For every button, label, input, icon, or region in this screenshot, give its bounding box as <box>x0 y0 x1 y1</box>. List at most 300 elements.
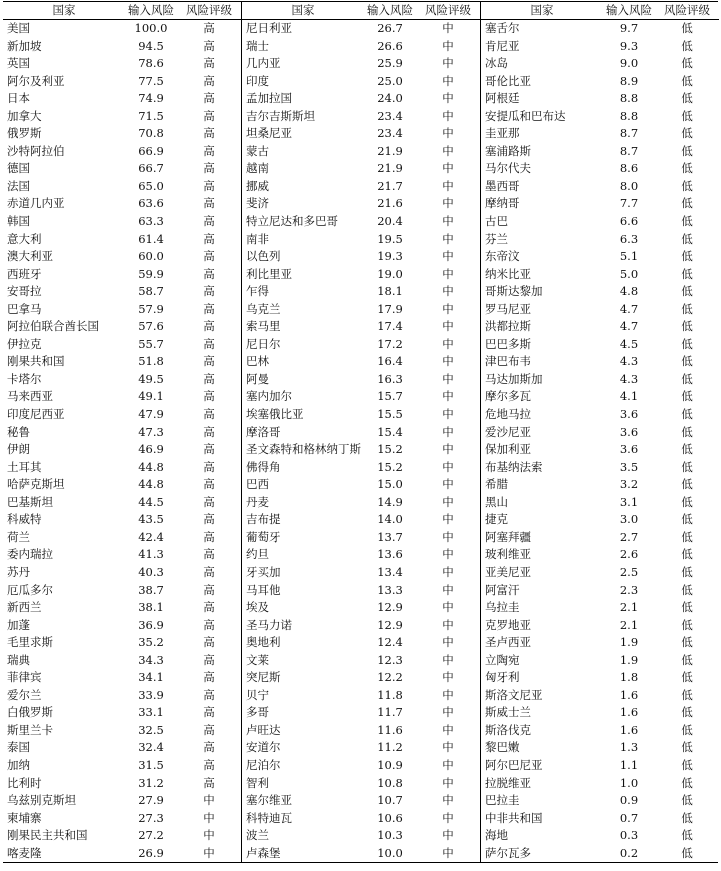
risk-level-cell: 低 <box>681 617 693 632</box>
risk-level-cell: 中 <box>442 757 454 772</box>
country-cell: 美国 <box>7 21 30 35</box>
risk-value-cell: 17.4 <box>377 319 403 334</box>
risk-level-cell: 高 <box>203 494 215 509</box>
country-cell: 伊朗 <box>7 442 30 457</box>
risk-value-cell: 11.8 <box>377 687 403 702</box>
risk-level-cell: 高 <box>203 705 215 720</box>
table-row <box>3 283 241 301</box>
risk-value-cell: 4.1 <box>619 389 639 404</box>
table-row <box>242 371 480 389</box>
risk-level-cell: 高 <box>203 722 215 737</box>
risk-level-cell: 高 <box>203 617 215 632</box>
table-block-2 <box>241 2 481 862</box>
risk-level-cell: 高 <box>203 73 215 88</box>
country-cell: 科特迪瓦 <box>246 810 292 825</box>
table-row <box>242 336 480 354</box>
country-cell: 英国 <box>7 56 30 71</box>
table-row <box>481 388 719 406</box>
table-row <box>3 617 241 635</box>
country-cell: 牙买加 <box>246 564 281 579</box>
risk-level-cell: 高 <box>203 757 215 772</box>
table-row <box>481 73 719 91</box>
risk-value-cell: 1.0 <box>619 775 639 790</box>
country-cell: 意大利 <box>7 231 42 246</box>
table-row <box>481 459 719 477</box>
table-row <box>481 564 719 582</box>
risk-value-cell: 66.9 <box>138 143 164 158</box>
table-row <box>3 125 241 143</box>
risk-level-cell: 高 <box>203 670 215 685</box>
risk-value-cell: 8.7 <box>619 143 639 158</box>
risk-level-cell: 中 <box>442 196 454 211</box>
country-cell: 哥斯达黎加 <box>485 284 543 299</box>
country-cell: 巴拉圭 <box>485 793 520 808</box>
country-cell: 冰岛 <box>485 56 508 71</box>
risk-level-cell: 低 <box>681 757 693 772</box>
country-cell: 摩尔多瓦 <box>485 389 531 404</box>
country-cell: 沙特阿拉伯 <box>7 143 65 158</box>
risk-value-cell: 6.3 <box>619 231 639 246</box>
risk-value-cell: 1.1 <box>619 757 639 772</box>
risk-level-cell: 低 <box>681 266 693 281</box>
country-cell: 德国 <box>7 161 30 176</box>
table-row <box>481 476 719 494</box>
risk-level-cell: 中 <box>442 407 454 422</box>
country-cell: 巴林 <box>246 354 269 369</box>
risk-level-cell: 低 <box>681 459 693 474</box>
risk-level-cell: 中 <box>442 21 454 35</box>
table-row <box>481 371 719 389</box>
risk-value-cell: 27.9 <box>138 793 164 808</box>
country-cell: 印度 <box>246 73 269 88</box>
country-cell: 阿尔巴尼亚 <box>485 757 543 772</box>
risk-value-cell: 7.7 <box>619 196 639 211</box>
header-risk: 输入风险 <box>367 3 413 17</box>
country-cell: 阿拉伯联合酋长国 <box>7 319 99 334</box>
country-cell: 柬埔寨 <box>7 810 42 825</box>
country-cell: 安道尔 <box>246 740 281 755</box>
risk-value-cell: 71.5 <box>138 108 164 123</box>
country-cell: 西班牙 <box>7 266 42 281</box>
country-cell: 马来西亚 <box>7 389 53 404</box>
risk-level-cell: 低 <box>681 740 693 755</box>
table-row <box>3 775 241 793</box>
table-row <box>242 792 480 810</box>
country-cell: 吉布提 <box>246 512 281 527</box>
header-risk: 输入风险 <box>128 3 174 17</box>
risk-value-cell: 36.9 <box>138 617 164 632</box>
country-cell: 菲律宾 <box>7 670 42 685</box>
country-cell: 巴巴多斯 <box>485 336 531 351</box>
table-row <box>3 704 241 722</box>
table-row <box>3 827 241 845</box>
risk-level-cell: 高 <box>203 91 215 106</box>
risk-level-cell: 中 <box>442 442 454 457</box>
risk-value-cell: 9.3 <box>619 38 639 53</box>
risk-value-cell: 59.9 <box>138 266 164 281</box>
risk-level-cell: 中 <box>442 178 454 193</box>
country-cell: 波兰 <box>246 828 269 843</box>
risk-value-cell: 8.6 <box>619 161 639 176</box>
country-cell: 乌拉圭 <box>485 600 520 615</box>
header-row <box>242 2 480 19</box>
risk-level-cell: 中 <box>203 845 215 860</box>
table-row <box>3 669 241 687</box>
table-row <box>3 301 241 319</box>
risk-value-cell: 0.3 <box>619 828 639 843</box>
risk-value-cell: 12.9 <box>377 600 403 615</box>
table-row <box>481 441 719 459</box>
country-cell: 新加坡 <box>7 38 42 53</box>
risk-value-cell: 63.6 <box>138 196 164 211</box>
country-cell: 挪威 <box>246 178 269 193</box>
table-row <box>242 546 480 564</box>
country-cell: 瑞典 <box>7 652 30 667</box>
country-cell: 摩洛哥 <box>246 424 281 439</box>
country-cell: 孟加拉国 <box>246 91 292 106</box>
table-row <box>481 108 719 126</box>
risk-level-cell: 低 <box>681 56 693 71</box>
risk-level-cell: 中 <box>442 793 454 808</box>
table-row <box>242 283 480 301</box>
risk-level-cell: 低 <box>681 705 693 720</box>
country-cell: 土耳其 <box>7 459 42 474</box>
risk-value-cell: 6.6 <box>619 214 639 229</box>
country-cell: 尼泊尔 <box>246 757 281 772</box>
country-cell: 喀麦隆 <box>7 845 42 860</box>
table-row <box>3 599 241 617</box>
header-country: 国家 <box>530 3 554 17</box>
risk-value-cell: 16.4 <box>377 354 403 369</box>
risk-value-cell: 51.8 <box>138 354 164 369</box>
table-row <box>242 459 480 477</box>
risk-level-cell: 高 <box>203 214 215 229</box>
table-row <box>3 213 241 231</box>
country-cell: 加纳 <box>7 757 30 772</box>
table-row <box>481 266 719 284</box>
country-cell: 荷兰 <box>7 529 30 544</box>
country-cell: 尼日利亚 <box>246 21 292 35</box>
table-row <box>242 248 480 266</box>
risk-level-cell: 低 <box>681 214 693 229</box>
table-row <box>481 195 719 213</box>
risk-level-cell: 高 <box>203 178 215 193</box>
risk-level-cell: 低 <box>681 582 693 597</box>
country-cell: 安哥拉 <box>7 284 42 299</box>
country-cell: 坦桑尼亚 <box>246 126 292 141</box>
country-cell: 智利 <box>246 775 269 790</box>
table-row <box>3 353 241 371</box>
country-cell: 泰国 <box>7 740 30 755</box>
table-row <box>3 406 241 424</box>
country-cell: 阿根廷 <box>485 91 520 106</box>
table-row <box>481 424 719 442</box>
table-row <box>242 652 480 670</box>
risk-level-cell: 低 <box>681 793 693 808</box>
country-cell: 拉脱维亚 <box>485 775 531 790</box>
table-block-1 <box>3 2 241 862</box>
country-cell: 厄瓜多尔 <box>7 582 53 597</box>
table-row <box>3 424 241 442</box>
country-cell: 印度尼西亚 <box>7 407 65 422</box>
table-row <box>242 441 480 459</box>
table-row <box>242 231 480 249</box>
table-row <box>3 546 241 564</box>
risk-value-cell: 61.4 <box>138 231 164 246</box>
country-cell: 黎巴嫩 <box>485 740 520 755</box>
table-row <box>242 845 480 863</box>
risk-level-cell: 中 <box>442 810 454 825</box>
table-row <box>3 318 241 336</box>
risk-value-cell: 77.5 <box>138 73 164 88</box>
table-row <box>481 546 719 564</box>
country-cell: 俄罗斯 <box>7 126 42 141</box>
table-row <box>242 704 480 722</box>
table-row <box>242 511 480 529</box>
risk-level-cell: 中 <box>442 73 454 88</box>
risk-level-cell: 低 <box>681 442 693 457</box>
risk-level-cell: 高 <box>203 231 215 246</box>
risk-value-cell: 26.6 <box>377 38 403 53</box>
risk-value-cell: 13.3 <box>377 582 403 597</box>
table-row <box>3 494 241 512</box>
risk-value-cell: 33.9 <box>138 687 164 702</box>
table-row <box>481 301 719 319</box>
table-row <box>481 336 719 354</box>
country-cell: 亚美尼亚 <box>485 564 531 579</box>
risk-value-cell: 3.5 <box>619 459 639 474</box>
risk-level-cell: 中 <box>442 740 454 755</box>
risk-level-cell: 中 <box>442 687 454 702</box>
risk-value-cell: 9.7 <box>619 21 639 35</box>
risk-value-cell: 4.3 <box>619 354 639 369</box>
table-row <box>3 90 241 108</box>
country-cell: 罗马尼亚 <box>485 301 531 316</box>
risk-level-cell: 高 <box>203 424 215 439</box>
risk-level-cell: 中 <box>442 775 454 790</box>
risk-value-cell: 23.4 <box>377 126 403 141</box>
risk-value-cell: 24.0 <box>377 91 403 106</box>
country-cell: 瑞士 <box>246 38 269 53</box>
risk-level-cell: 低 <box>681 196 693 211</box>
country-cell: 洪都拉斯 <box>485 319 531 334</box>
country-cell: 毛里求斯 <box>7 635 53 650</box>
country-cell: 阿尔及利亚 <box>7 73 65 88</box>
table-row <box>242 55 480 73</box>
risk-level-cell: 高 <box>203 512 215 527</box>
risk-level-cell: 低 <box>681 775 693 790</box>
header-level: 风险评级 <box>425 3 471 17</box>
table-row <box>242 634 480 652</box>
country-cell: 以色列 <box>246 249 281 264</box>
risk-level-cell: 高 <box>203 635 215 650</box>
risk-level-cell: 低 <box>681 424 693 439</box>
table-row <box>242 722 480 740</box>
risk-value-cell: 0.9 <box>619 793 639 808</box>
country-cell: 哥伦比亚 <box>485 73 531 88</box>
country-cell: 黑山 <box>485 494 508 509</box>
risk-level-cell: 中 <box>442 38 454 53</box>
risk-value-cell: 10.6 <box>377 810 403 825</box>
risk-value-cell: 3.6 <box>619 442 639 457</box>
risk-value-cell: 1.6 <box>619 687 639 702</box>
risk-level-cell: 低 <box>681 687 693 702</box>
risk-value-cell: 58.7 <box>138 284 164 299</box>
table-row <box>3 195 241 213</box>
risk-level-cell: 高 <box>203 301 215 316</box>
risk-value-cell: 19.3 <box>377 249 403 264</box>
risk-level-cell: 低 <box>681 635 693 650</box>
risk-value-cell: 3.6 <box>619 407 639 422</box>
country-cell: 马达加斯加 <box>485 371 543 386</box>
risk-value-cell: 33.1 <box>138 705 164 720</box>
risk-value-cell: 25.0 <box>377 73 403 88</box>
table-row <box>3 529 241 547</box>
country-cell: 斯洛文尼亚 <box>485 687 543 702</box>
risk-level-cell: 高 <box>203 126 215 141</box>
country-cell: 阿曼 <box>246 371 269 386</box>
risk-level-cell: 中 <box>442 284 454 299</box>
risk-value-cell: 5.1 <box>619 249 639 264</box>
risk-value-cell: 57.9 <box>138 301 164 316</box>
risk-value-cell: 4.7 <box>619 301 639 316</box>
risk-level-cell: 中 <box>442 494 454 509</box>
risk-value-cell: 20.4 <box>377 214 403 229</box>
risk-value-cell: 19.0 <box>377 266 403 281</box>
table-row <box>481 775 719 793</box>
risk-level-cell: 高 <box>203 775 215 790</box>
table-row <box>3 55 241 73</box>
country-cell: 中非共和国 <box>485 810 543 825</box>
table-row <box>3 564 241 582</box>
country-cell: 韩国 <box>7 214 30 229</box>
risk-level-cell: 中 <box>442 231 454 246</box>
country-cell: 墨西哥 <box>485 178 520 193</box>
country-cell: 爱尔兰 <box>7 687 42 702</box>
risk-level-cell: 低 <box>681 249 693 264</box>
risk-level-cell: 中 <box>442 108 454 123</box>
risk-level-cell: 中 <box>442 564 454 579</box>
risk-level-cell: 高 <box>203 161 215 176</box>
risk-value-cell: 34.3 <box>138 652 164 667</box>
table-row <box>481 529 719 547</box>
table-row <box>481 353 719 371</box>
risk-level-cell: 中 <box>203 810 215 825</box>
country-cell: 卡塔尔 <box>7 371 42 386</box>
risk-level-cell: 中 <box>442 828 454 843</box>
risk-value-cell: 8.9 <box>619 73 639 88</box>
table-row <box>3 266 241 284</box>
table-row <box>481 38 719 56</box>
risk-value-cell: 4.8 <box>619 284 639 299</box>
risk-value-cell: 19.5 <box>377 231 403 246</box>
country-cell: 塞浦路斯 <box>485 143 531 158</box>
risk-value-cell: 21.9 <box>377 161 403 176</box>
country-cell: 塞内加尔 <box>246 389 292 404</box>
risk-value-cell: 12.4 <box>377 635 403 650</box>
risk-level-cell: 中 <box>442 91 454 106</box>
table-row <box>242 143 480 161</box>
risk-level-cell: 高 <box>203 319 215 334</box>
risk-level-cell: 低 <box>681 529 693 544</box>
risk-level-cell: 低 <box>681 828 693 843</box>
header-level: 风险评级 <box>186 3 232 17</box>
table-row <box>481 231 719 249</box>
country-cell: 新西兰 <box>7 600 42 615</box>
risk-value-cell: 15.0 <box>377 477 403 492</box>
country-cell: 布基纳法索 <box>485 459 543 474</box>
risk-level-cell: 低 <box>681 600 693 615</box>
risk-value-cell: 23.4 <box>377 108 403 123</box>
risk-value-cell: 32.5 <box>138 722 164 737</box>
table-row <box>481 511 719 529</box>
risk-level-cell: 中 <box>203 793 215 808</box>
risk-level-cell: 高 <box>203 547 215 562</box>
table-row <box>481 406 719 424</box>
risk-level-cell: 中 <box>442 56 454 71</box>
country-cell: 蒙古 <box>246 143 269 158</box>
risk-table <box>3 1 718 863</box>
country-cell: 日本 <box>7 91 30 106</box>
country-cell: 越南 <box>246 161 269 176</box>
country-cell: 葡萄牙 <box>246 529 281 544</box>
risk-level-cell: 高 <box>203 564 215 579</box>
risk-level-cell: 低 <box>681 178 693 193</box>
country-cell: 萨尔瓦多 <box>485 845 531 860</box>
risk-value-cell: 10.0 <box>377 845 403 860</box>
country-cell: 匈牙利 <box>485 670 520 685</box>
country-cell: 多哥 <box>246 705 269 720</box>
risk-level-cell: 低 <box>681 547 693 562</box>
table-row <box>242 90 480 108</box>
risk-level-cell: 高 <box>203 336 215 351</box>
risk-value-cell: 8.7 <box>619 126 639 141</box>
header-row <box>3 2 241 19</box>
risk-level-cell: 高 <box>203 477 215 492</box>
country-cell: 安提瓜和巴布达 <box>485 108 566 123</box>
table-row <box>242 125 480 143</box>
risk-level-cell: 低 <box>681 231 693 246</box>
table-row <box>242 353 480 371</box>
table-row <box>3 178 241 196</box>
country-cell: 圣马力诺 <box>246 617 292 632</box>
country-cell: 利比里亚 <box>246 266 292 281</box>
risk-level-cell: 中 <box>442 600 454 615</box>
table-row <box>242 687 480 705</box>
country-cell: 圣文森特和格林纳丁斯 <box>246 442 361 457</box>
risk-value-cell: 11.2 <box>377 740 403 755</box>
risk-level-cell: 中 <box>442 547 454 562</box>
country-cell: 纳米比亚 <box>485 266 531 281</box>
risk-level-cell: 高 <box>203 143 215 158</box>
risk-value-cell: 66.7 <box>138 161 164 176</box>
country-cell: 危地马拉 <box>485 407 531 422</box>
risk-level-cell: 中 <box>442 582 454 597</box>
table-row <box>481 283 719 301</box>
risk-value-cell: 13.7 <box>377 529 403 544</box>
table-row <box>242 810 480 828</box>
country-cell: 比利时 <box>7 775 42 790</box>
risk-value-cell: 3.2 <box>619 477 639 492</box>
header-risk: 输入风险 <box>606 3 652 17</box>
country-cell: 肯尼亚 <box>485 38 520 53</box>
header-country: 国家 <box>291 3 315 17</box>
risk-value-cell: 12.3 <box>377 652 403 667</box>
risk-level-cell: 高 <box>203 529 215 544</box>
risk-value-cell: 15.7 <box>377 389 403 404</box>
risk-level-cell: 高 <box>203 38 215 53</box>
risk-value-cell: 10.8 <box>377 775 403 790</box>
